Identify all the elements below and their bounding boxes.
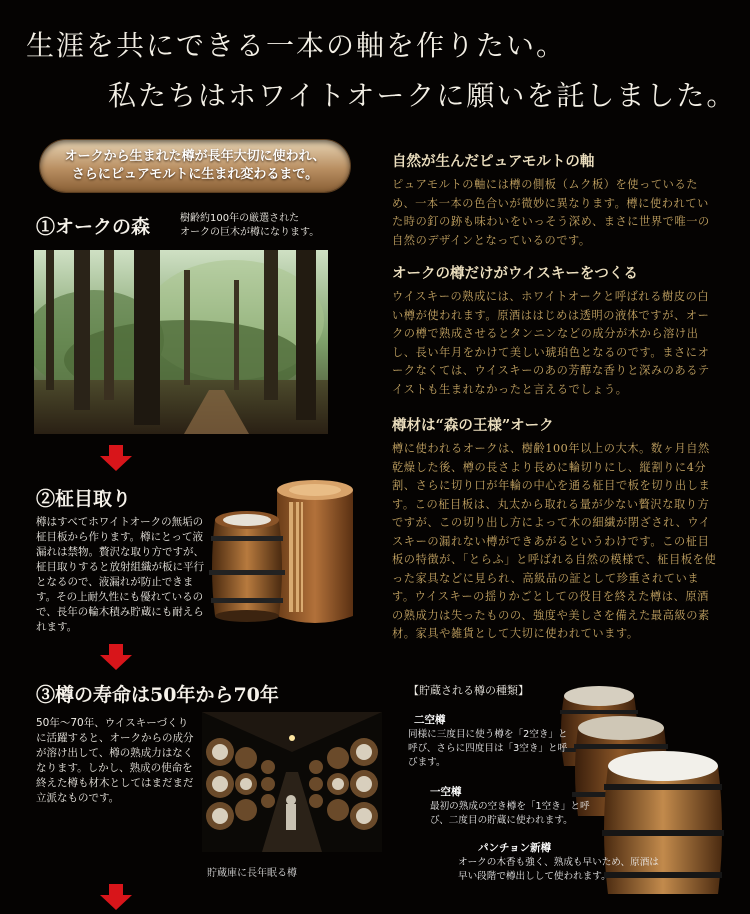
barrel-type-2-name: 一空樽 (430, 786, 462, 798)
barrel-types-heading: 【貯蔵される樽の種類】 (408, 684, 529, 697)
down-arrow-icon (98, 644, 134, 670)
section-2-heading: オークの樽だけがウイスキーをつくる (392, 265, 638, 282)
barrel-type-2-desc: 最初の熟成の空き樽を「1空き」と呼び、二度目の貯蔵に使われます。 (430, 801, 590, 826)
step-3-title: ③樽の寿命は50年から70年 (36, 684, 279, 706)
barrel-cellar-photo (202, 712, 382, 852)
barrel-type-1-desc: 同様に三度目に使う樽を「2空き」と呼び、さらに四度目は「3空き」と呼びます。 (408, 729, 568, 768)
section-3-heading: 樽材は“森の王様”オーク (392, 417, 554, 434)
section-2-body: ウイスキーの熟成には、ホワイトオークと呼ばれる樹皮の白い樽が使われます。原酒ははじめは透明の液体ですが、オークの樽で熟成させるとタンニンなどの成分が木から溶け出し、長い年月をかけて美しい琥珀色となるのです。まさにオークなくては、ウイスキーのあの芳醇な香りと深みのあるテイストも生まれなかったと言えるでしょう。 (392, 290, 710, 396)
section-3-body: 樽に使われるオークは、樹齢100年以上の大木。数ヶ月自然乾燥した後、樽の長さより長めに輪切りにし、縦割りに4分割、さらに切り口が年輪の中心を通る柾目で板を切り出します。この柾目板は、丸太から取れる量が少ない贅沢な取り方ですが、この切り出し方によって木の細繊が閉ざされ、ウイスキーの漏れない樽ができあがるというわけです。この柾目板の特徴が、「とらふ」と呼ばれる自然の模様で、柾目板を使った家具などに見られ、高級品の証として珍重されています。ウイスキーの揺りかごとしての役目を終えた樽は、原酒の熟成力は失ったものの、強度や美しさを備えた最高級の素材。家具や雑貨として大切に使われています。 (392, 442, 717, 640)
cellar-photo-caption: 貯蔵庫に長年眠る樽 (207, 868, 297, 879)
barrel-type-1-name: 二空樽 (414, 714, 446, 726)
step-2-note: 樽はすべてホワイトオークの無垢の柾目板から作ります。樽にとって液漏れは禁物。贅沢な取り方ですが、柾目取りすると放射組織が板に平行となるので、液漏れが防止できます。その上耐久性にも優れているので、長年の輪木積み貯蔵にも耐えられます。 (36, 516, 204, 633)
barrel-type-3-desc: オークの木香も強く、熟成も早いため、原酒は早い段階で樽出しして使われます。 (458, 857, 659, 882)
step-2-title: ②柾目取り (36, 488, 132, 510)
step-3-note: 50年〜70年、ウイスキーづくりに活躍すると、オークからの成分が溶け出して、樽の熟成力はなくなります。しかし、熟成の使命を終えた樽も材木としてはまだまだ立派なものです。 (36, 717, 194, 804)
step-1-title: ①オークの森 (36, 216, 151, 238)
intro-banner (40, 140, 350, 192)
headline-line-2: 私たちはホワイトオークに願いを託しました。 (108, 79, 737, 112)
banner-line-1: オークから生まれた樽が長年大切に使われ、 (64, 149, 326, 164)
down-arrow-icon (98, 445, 134, 471)
barrel-and-oak-log-illustration (205, 478, 363, 638)
section-1-heading: 自然が生んだピュアモルトの軸 (392, 153, 595, 170)
banner-line-2: さらにピュアモルトに生まれ変わるまで。 (71, 167, 319, 182)
barrel-type-3-name: パンチョン新樽 (478, 842, 552, 854)
section-1-body: ピュアモルトの軸には樽の側板（ムク板）を使っているため、一本一本の色合いが微妙に異なります。樽に使われていた時の釘の跡も味わいをいっそう深め、まさに世界で唯一の自然のデザインとなっているのです。 (392, 178, 710, 247)
oak-forest-photo (34, 250, 328, 434)
step-1-note: 樹齢約100年の厳選された オークの巨木が樽になります。 (180, 213, 320, 238)
down-arrow-icon (98, 884, 134, 910)
headline-line-1: 生涯を共にできる一本の軸を作りたい。 (26, 29, 567, 62)
